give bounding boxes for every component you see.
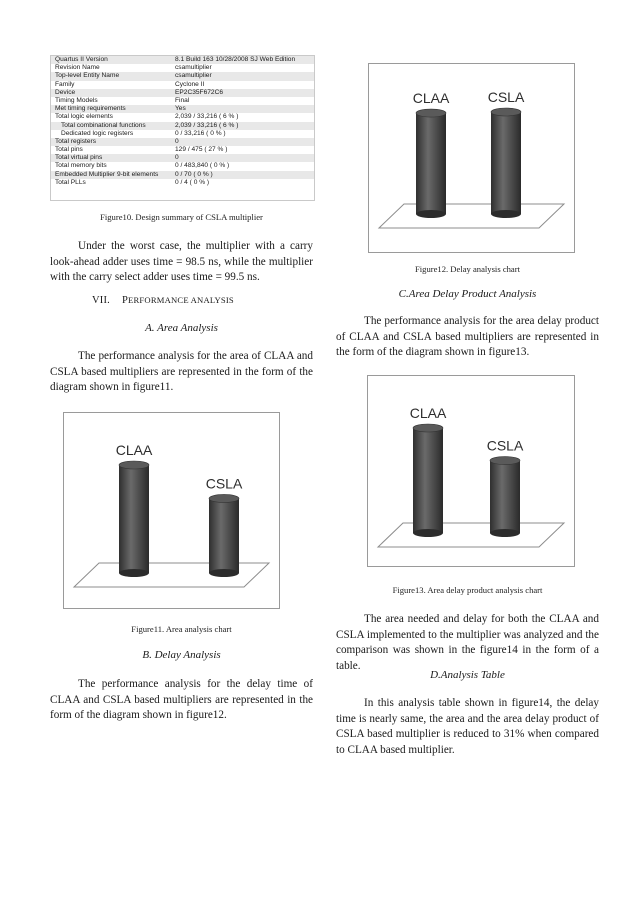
summary-row	[51, 72, 314, 80]
chart-floor	[74, 563, 269, 587]
summary-key: Timing Models	[55, 96, 98, 104]
summary-value: csamultiplier	[175, 64, 212, 72]
summary-value: EP2C35F672C6	[175, 88, 224, 96]
summary-row	[51, 179, 314, 187]
bar-label-csla: CSLA	[487, 89, 525, 105]
figure12-delay-chart	[368, 63, 575, 253]
summary-value: 0	[175, 154, 179, 162]
summary-key: Dedicated logic registers	[61, 129, 134, 137]
figure13-adp-chart	[367, 375, 575, 567]
paragraph-area-delay-product: The performance analysis for the area delay product of CLAA and CSLA based multipliers are represented in the form of the diagram shown in figure13.	[336, 315, 599, 359]
summary-value: 0 / 483,840 ( 0 % )	[175, 162, 230, 170]
paragraph-worst-case: Under the worst case, the multiplier with a carry look-ahead adder uses time = 98.5 ns, while the multiplier with the carry select adder uses time = 99.5 ns.	[50, 240, 313, 284]
subsection-delay-analysis: B. Delay Analysis	[142, 649, 221, 661]
summary-row	[51, 138, 314, 146]
summary-value: 0 / 70 ( 0 % )	[175, 170, 213, 178]
bar-csla	[209, 494, 239, 577]
paragraph-area: The performance analysis for the area of CLAA and CSLA based multipliers are represented in the form of the diagram shown in figure11.	[50, 350, 313, 394]
summary-row	[51, 89, 314, 97]
summary-key: Total pins	[55, 146, 83, 154]
summary-key: Top-level Entity Name	[55, 72, 120, 80]
summary-key: Total logic elements	[55, 113, 113, 121]
summary-key: Revision Name	[55, 64, 100, 72]
summary-row	[51, 122, 314, 130]
figure11-area-chart	[63, 412, 280, 609]
summary-row	[51, 105, 314, 113]
subsection-area-analysis: A. Area Analysis	[145, 322, 218, 334]
summary-row	[51, 81, 314, 89]
summary-row	[51, 64, 314, 72]
summary-key: Embedded Multiplier 9-bit elements	[55, 170, 159, 178]
summary-value: 0 / 33,216 ( 0 % )	[175, 129, 226, 137]
summary-key: Family	[55, 80, 75, 88]
bar-label-claa: CLAA	[409, 405, 447, 421]
paragraph-delay: The performance analysis for the delay time of CLAA and CSLA based multipliers are represented in the form of the diagram shown in figure12.	[50, 678, 313, 722]
figure10-caption: Figure10. Design summary of CSLA multiplier	[100, 212, 263, 222]
summary-value: 0	[175, 137, 179, 145]
figure11-caption: Figure11. Area analysis chart	[131, 624, 232, 634]
design-summary-table	[50, 55, 315, 201]
summary-value: 2,039 / 33,216 ( 6 % )	[175, 121, 239, 129]
section-number: VII.	[92, 295, 111, 306]
section-initial: P	[122, 295, 129, 306]
bar-label-claa: CLAA	[412, 90, 450, 107]
summary-key: Total memory bits	[55, 162, 107, 170]
bar-claa	[416, 109, 446, 218]
summary-row	[51, 154, 314, 162]
summary-row	[51, 162, 314, 170]
delay-chart-svg	[369, 64, 574, 252]
area-chart-svg	[64, 413, 279, 608]
summary-value: 2,039 / 33,216 ( 6 % )	[175, 113, 239, 121]
summary-key: Met timing requirements	[55, 105, 126, 113]
summary-row	[51, 97, 314, 105]
subsection-analysis-table: D.Analysis Table	[430, 669, 505, 681]
summary-key: Total registers	[55, 137, 97, 145]
figure12-caption: Figure12. Delay analysis chart	[414, 264, 520, 274]
section-heading-performance	[92, 295, 322, 306]
summary-value: 0 / 4 ( 0 % )	[175, 178, 210, 186]
summary-value: 129 / 475 ( 27 % )	[175, 146, 228, 154]
subsection-area-delay-product: C.Area Delay Product Analysis	[398, 288, 537, 300]
bar-label-csla: CSLA	[205, 475, 243, 492]
summary-row	[51, 171, 314, 179]
bar-csla	[490, 457, 520, 537]
chart-floor	[379, 204, 564, 228]
summary-key: Total virtual pins	[55, 154, 103, 162]
summary-key: Total PLLs	[55, 178, 86, 186]
paragraph-conclusion: In this analysis table shown in figure14, the delay time is nearly same, the area and the area delay product of CSLA based multiplier is reduced to 31% when compared to CLAA based multiplier.	[336, 697, 599, 756]
summary-row	[51, 146, 314, 154]
summary-value: Cyclone II	[175, 80, 205, 88]
bar-label-claa: CLAA	[115, 442, 153, 458]
paragraph-table-intro: The area needed and delay for both the CLAA and CSLA implemented to the multiplier was analyzed and the comparison was shown in the figure14 in the form of a table.	[336, 613, 599, 672]
bar-csla	[491, 108, 521, 218]
bar-claa	[119, 461, 149, 577]
bar-label-csla: CSLA	[486, 437, 524, 454]
adp-chart-svg	[368, 376, 574, 566]
summary-row	[51, 113, 314, 121]
summary-key: Total combinational functions	[61, 121, 146, 129]
figure13-caption: Figure13. Area delay product analysis chart	[392, 585, 543, 595]
chart-floor	[378, 523, 564, 547]
bar-claa	[413, 424, 443, 537]
summary-row	[51, 130, 314, 138]
summary-value: Final	[175, 96, 190, 104]
summary-value: 8.1 Build 163 10/28/2008 SJ Web Edition	[175, 56, 296, 63]
summary-value: csamultiplier	[175, 72, 212, 80]
summary-key: Device	[55, 88, 76, 96]
summary-row	[51, 56, 314, 64]
section-title-rest: ERFORMANCE ANALYSIS	[128, 295, 234, 305]
summary-key: Quartus II Version	[55, 56, 108, 63]
summary-value: Yes	[175, 105, 186, 113]
